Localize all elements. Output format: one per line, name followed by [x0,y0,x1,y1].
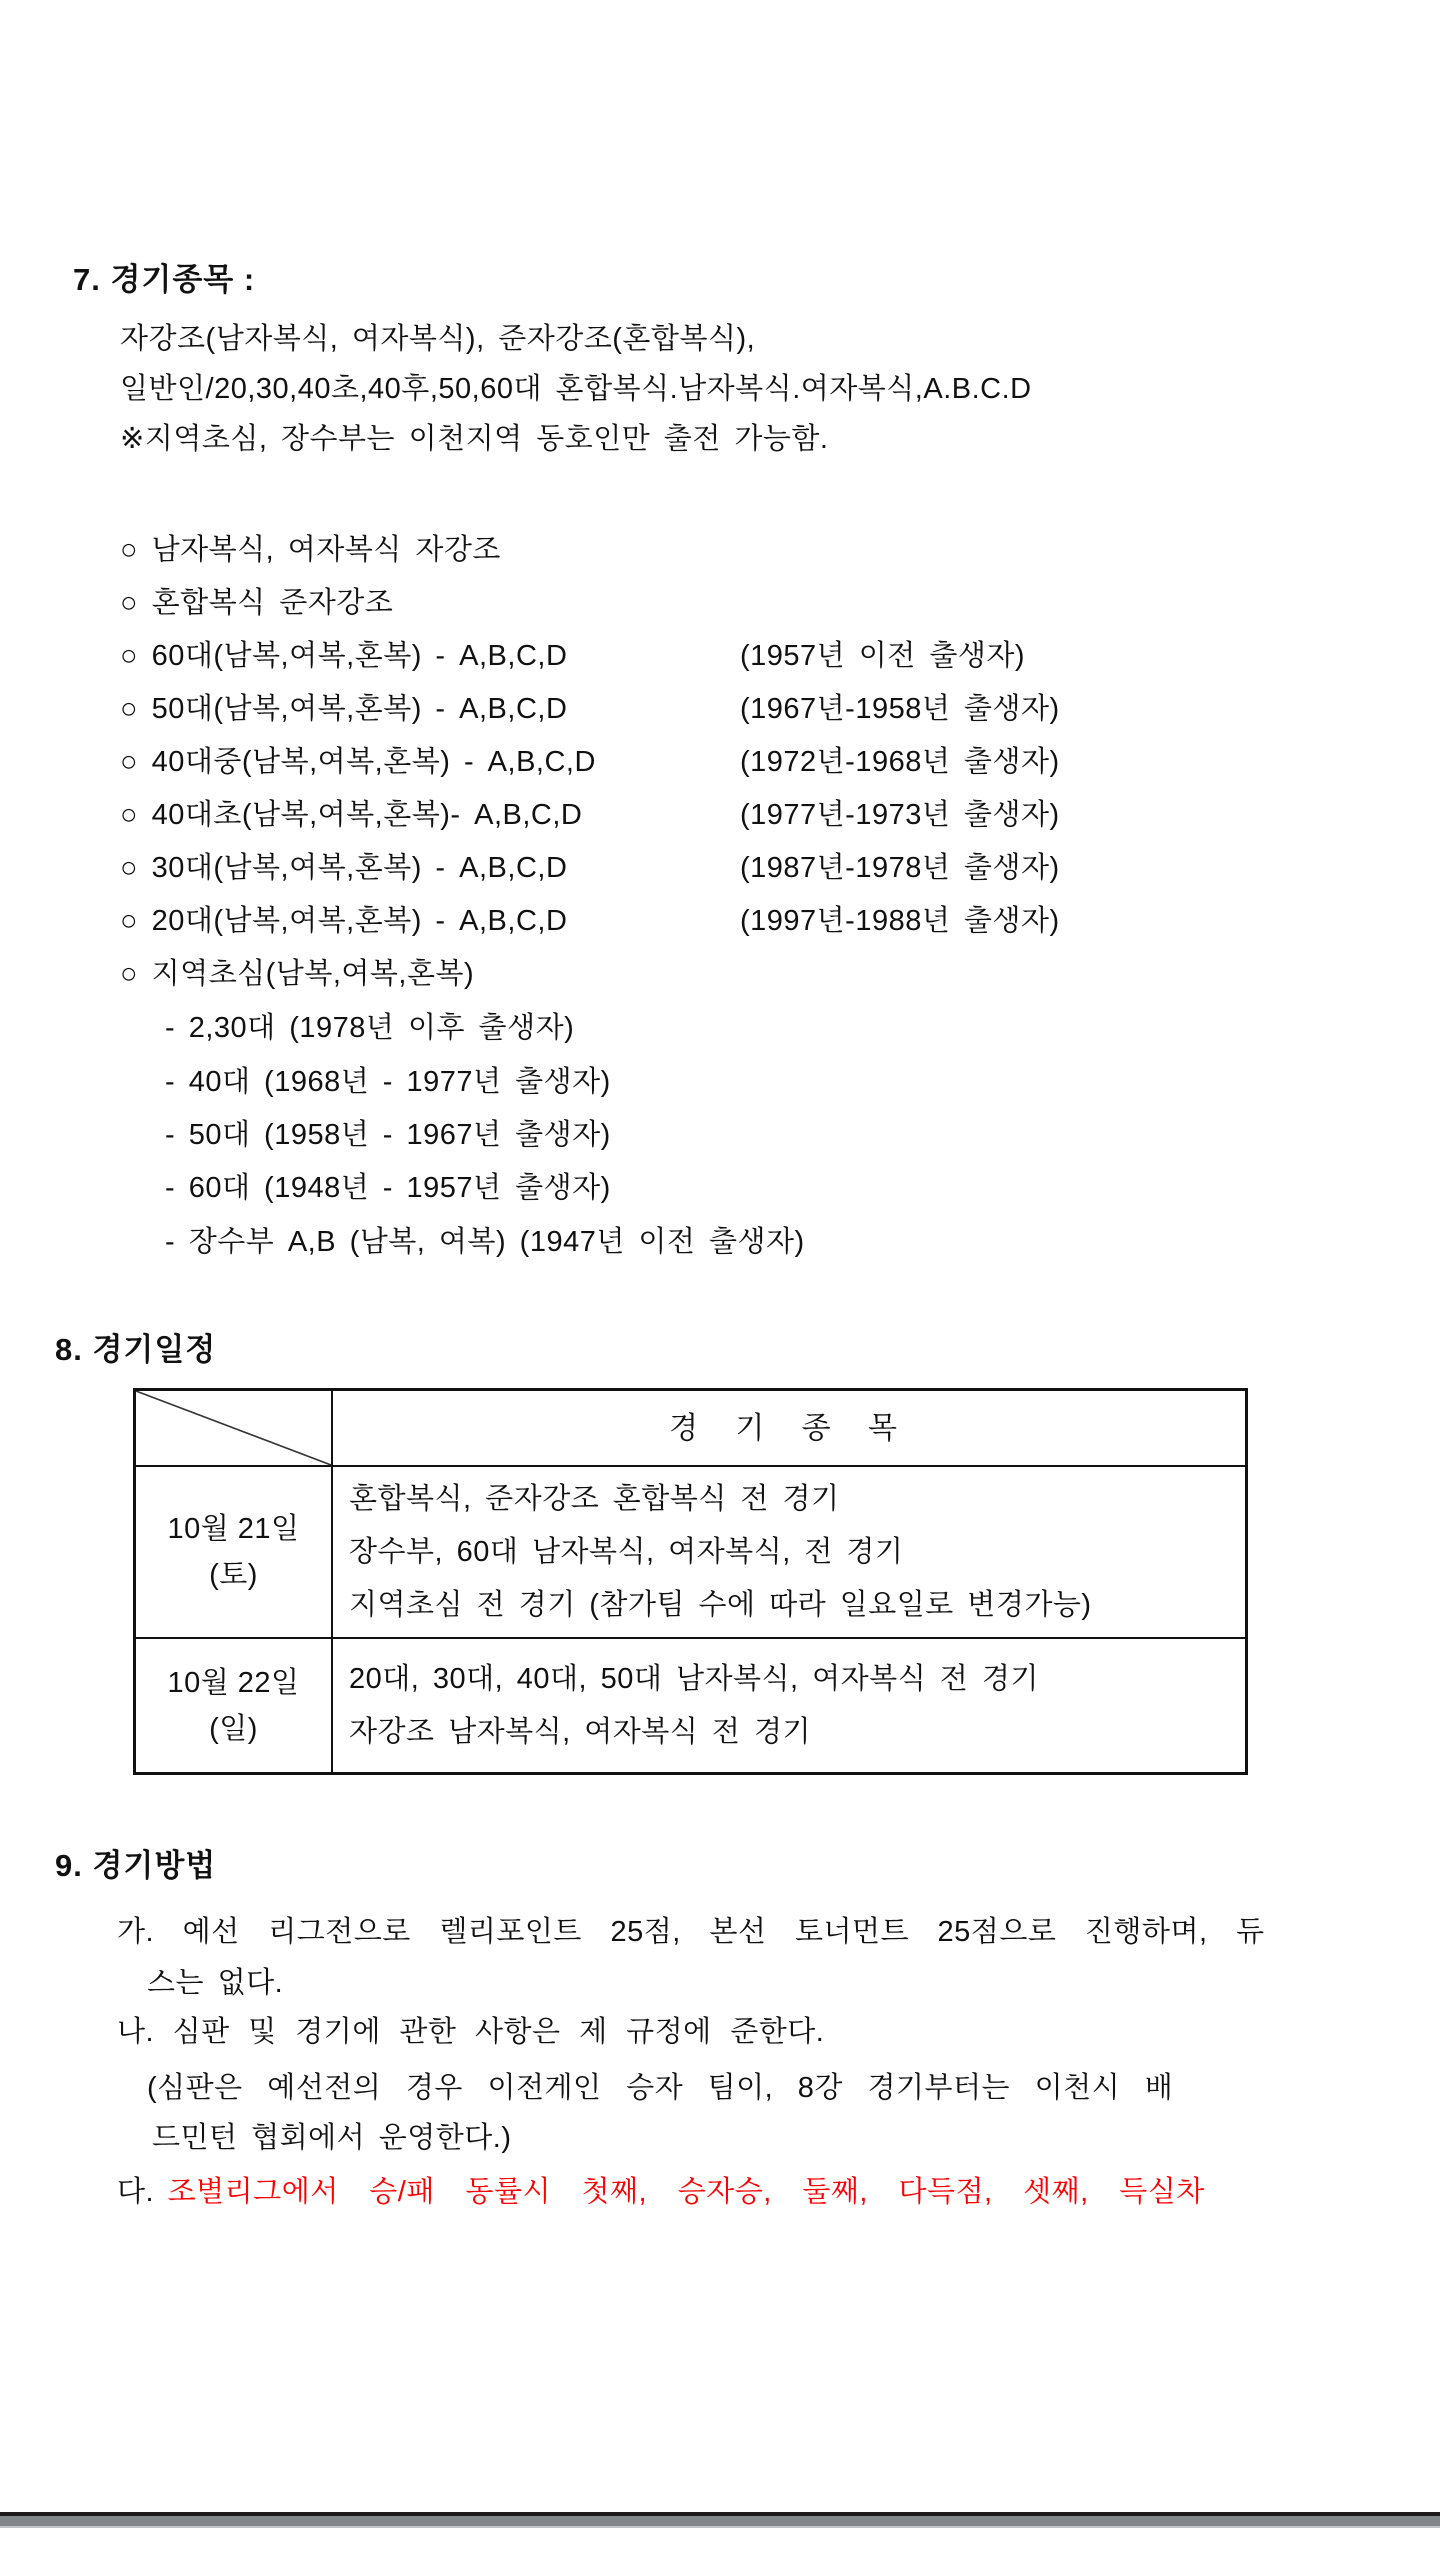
schedule-table [133,1388,1248,1775]
schedule-table-corner-cell [136,1391,333,1465]
circle-bullet-icon: ○ [120,905,139,937]
section7-paragraph-line: 일반인/20,30,40초,40후,50,60대 혼합복식.남자복식.여자복식,A.B.C.D [120,373,1032,405]
event-item [120,849,567,887]
event-item-label: 40대중(남복,여복,혼복) - A,B,C,D [151,746,596,778]
event-item-note: (1957년 이전 출생자) [740,640,1026,672]
rule-da-prefix: 다. [117,2176,168,2208]
schedule-day: (일) [209,1712,258,1745]
schedule-events-cell [333,1467,1245,1637]
rule-ga-line2: 스는 없다. [147,1967,284,1999]
event-item-label: 30대(남복,여복,혼복) - A,B,C,D [151,852,568,884]
schedule-day: (토) [209,1559,258,1591]
schedule-date-cell [136,1639,333,1772]
schedule-row [136,1465,1245,1637]
schedule-event-line: 장수부, 60대 남자복식, 여자복식, 전 경기 [349,1535,904,1568]
event-item-label: 60대(남복,여복,혼복) - A,B,C,D [151,640,568,672]
diagonal-line-icon [136,1391,331,1465]
event-item [120,531,501,569]
event-item [120,637,567,675]
schedule-table-header-row [136,1391,1245,1465]
event-item-note: (1987년-1978년 출생자) [740,852,1060,884]
section7-paragraph-line: ※지역초심, 장수부는 이천지역 동호인만 출전 가능함. [120,423,829,455]
schedule-event-line: 지역초심 전 경기 (참가팀 수에 따라 일요일로 변경가능) [349,1588,1092,1621]
section7-paragraph-line: 자강조(남자복식, 여자복식), 준자강조(혼합복식), [120,323,756,355]
event-item-label: 50대(남복,여복,혼복) - A,B,C,D [151,693,568,725]
circle-bullet-icon: ○ [120,852,139,884]
schedule-date: 10월 22일 [167,1666,300,1699]
event-item-label: 혼합복식 준자강조 [151,587,394,619]
circle-bullet-icon: ○ [120,799,139,831]
subitem: - 2,30대 (1978년 이후 출생자) [165,1012,575,1044]
rule-da-line [117,2173,1205,2211]
schedule-event-line: 20대, 30대, 40대, 50대 남자복식, 여자복식 전 경기 [349,1662,1039,1695]
circle-bullet-icon: ○ [120,640,139,672]
event-item [120,743,596,781]
event-item-label: 20대(남복,여복,혼복) - A,B,C,D [151,905,568,937]
event-item-label: 40대초(남복,여복,혼복)- A,B,C,D [151,799,583,831]
schedule-row [136,1637,1245,1772]
circle-bullet-icon: ○ [120,534,139,566]
schedule-events-cell [333,1639,1245,1772]
rule-na-line2: (심판은 예선전의 경우 이전게인 승자 팀이, 8강 경기부터는 이천시 배 [147,2072,1174,2104]
circle-bullet-icon: ○ [120,693,139,725]
event-item-note: (1972년-1968년 출생자) [740,746,1060,778]
circle-bullet-icon: ○ [120,746,139,778]
event-item [120,584,393,622]
event-item-label: 지역초심(남복,여복,혼복) [151,958,475,990]
rule-na-line3: 드민턴 협회에서 운영한다.) [152,2122,512,2154]
circle-bullet-icon: ○ [120,587,139,619]
page-bottom-shadow-light [0,2526,1440,2528]
rule-ga-line1: 가. 예선 리그전으로 렐리포인트 25점, 본선 토너먼트 25점으로 진행하며, 듀 [117,1916,1265,1948]
subitem: - 50대 (1958년 - 1967년 출생자) [165,1119,611,1151]
schedule-table-header-cell: 경 기 종 목 [669,1411,909,1445]
event-item [120,902,567,940]
section7-heading: 7. 경기종목 : [73,262,256,297]
rule-da-red-text: 조별리그에서 승/패 동률시 첫째, 승자승, 둘째, 다득점, 셋째, 득실차 [167,2176,1205,2208]
schedule-date: 10월 21일 [167,1513,300,1545]
circle-bullet-icon: ○ [120,958,139,990]
event-item [120,690,567,728]
event-item-label: 남자복식, 여자복식 자강조 [151,534,501,566]
event-item [120,955,474,993]
event-item-note: (1997년-1988년 출생자) [740,905,1060,937]
subitem: - 60대 (1948년 - 1957년 출생자) [165,1172,611,1204]
subitem: - 40대 (1968년 - 1977년 출생자) [165,1066,611,1098]
subitem: - 장수부 A,B (남복, 여복) (1947년 이전 출생자) [165,1226,805,1258]
schedule-event-line: 혼합복식, 준자강조 혼합복식 전 경기 [349,1482,840,1515]
event-item [120,796,582,834]
rule-na-line1: 나. 심판 및 경기에 관한 사항은 제 규정에 준한다. [117,2016,825,2048]
event-item-note: (1967년-1958년 출생자) [740,693,1060,725]
event-item-note: (1977년-1973년 출생자) [740,799,1060,831]
schedule-date-cell [136,1467,333,1637]
page-bottom-shadow [0,2516,1440,2526]
section9-heading: 9. 경기방법 [55,1848,217,1883]
schedule-event-line: 자강조 남자복식, 여자복식 전 경기 [349,1715,811,1748]
section8-heading: 8. 경기일정 [55,1332,217,1367]
